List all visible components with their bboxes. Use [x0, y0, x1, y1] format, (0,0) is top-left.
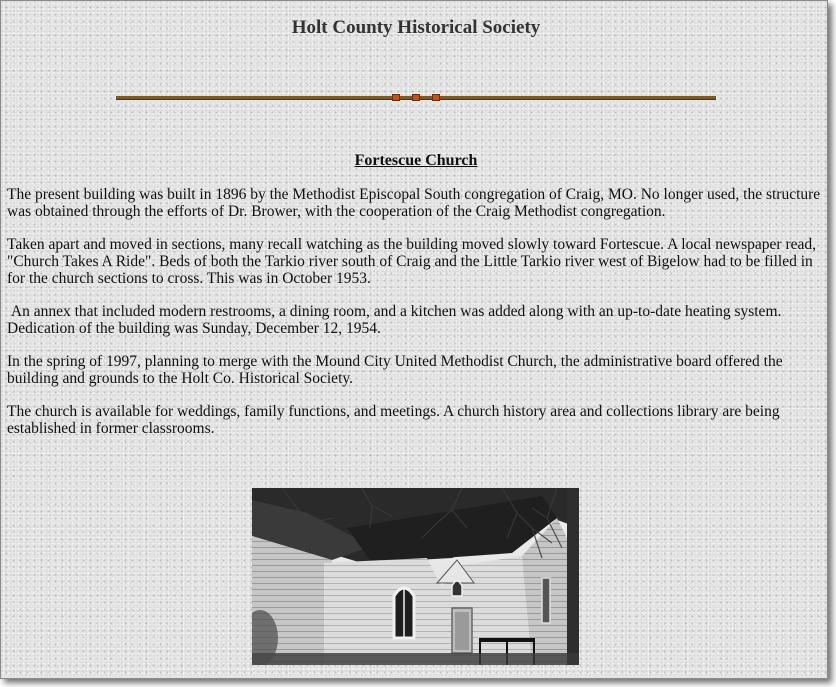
article-body [7, 186, 823, 453]
article-paragraph: The church is available for weddings, family functions, and meetings. A church history area and collections library are being established in former classrooms. [7, 403, 780, 437]
page-heading: Fortescue Church [354, 152, 478, 169]
divider-dot-icon [432, 94, 440, 101]
divider-dot-icon [392, 94, 400, 101]
article-paragraph: The present building was built in 1896 by the Methodist Episcopal South congregation of Craig, MO. No longer used, the structure was obtained through the efforts of Dr. Brower, with the cooperation of the Craig Methodist congregation. [7, 186, 821, 220]
site-title: Holt County Historical Society [291, 17, 541, 38]
church-image-icon [252, 488, 579, 665]
decorative-divider [116, 94, 716, 104]
divider-dot-icon [412, 94, 420, 101]
church-photo [252, 488, 579, 665]
article-paragraph: In the spring of 1997, planning to merge with the Mound City United Methodist Church, the administrative board offered the building and grounds to the Holt Co. Historical Society. [7, 353, 783, 387]
article-paragraph: Taken apart and moved in sections, many recall watching as the building moved slowly toward Fortescue. A local newspaper read, "Church Takes A Ride". Beds of both the Tarkio river south of Craig and the Little Tarkio river west of Bigelow had to be filled in for the church sections to cross. This was in October 1953. [7, 236, 816, 287]
article-paragraph: An annex that included modern restrooms, a dining room, and a kitchen was added along with an up-to-date heating system. Dedication of the building was Sunday, December 12, 1954. [7, 303, 786, 337]
